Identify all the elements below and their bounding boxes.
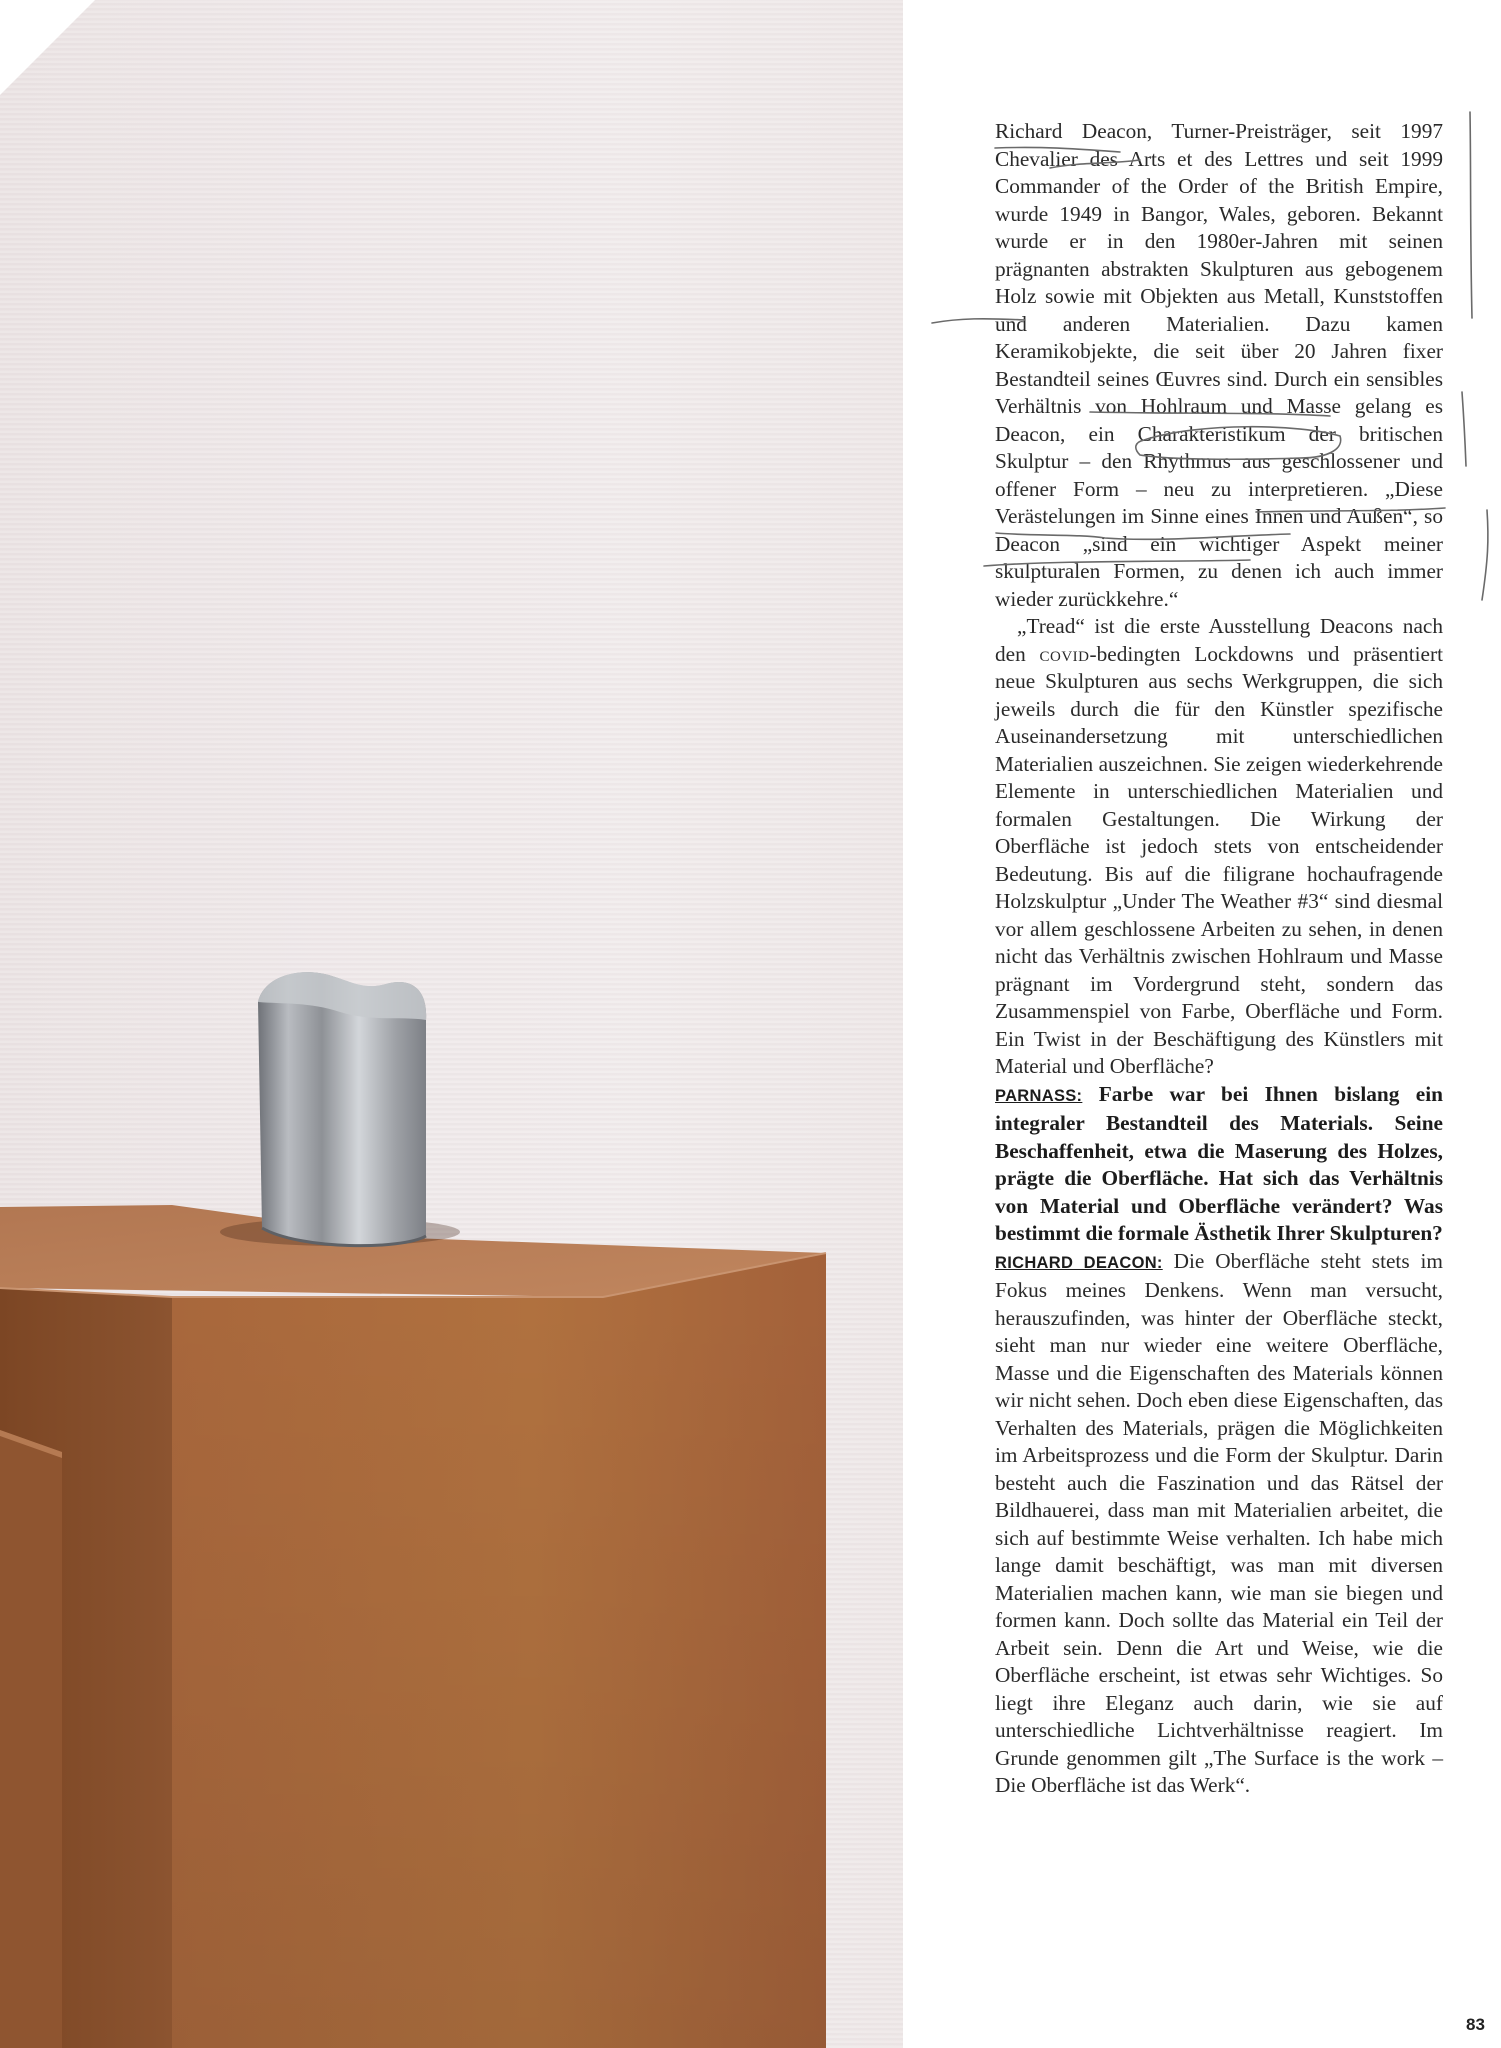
article-column [995,118,1443,1800]
interview-question [995,1081,1443,1248]
margin-bar-middle [1462,392,1466,466]
page-number: 83 [1466,2015,1485,2034]
speaker-richard-deacon: RICHARD DEACON: [995,1253,1163,1272]
interview-answer [995,1248,1443,1800]
paragraph-exhibition-text-b: -bedingten Lockdowns und präsentiert neue Skulpturen aus sechs Werkgruppen, die sich jeweils durch die für den Künstler spezifische Auseinandersetzung mit unterschiedlichen Materialien auszeichnen. Sie zeigen wiederkehrende Elemente in unterschiedlichen Materialien und formalen Gestaltungen. Die Wirkung der Oberfläche ist jedoch stets von entscheidender Bedeutung. Bis auf die filigrane hochaufragende Holzskulptur „Under The Weather #3“ sind diesmal vor allem geschlossene Arbeiten zu sehen, in denen nicht das Verhältnis zwischen Hohlraum und Masse prägnant im Vordergrund steht, sondern das Zusammenspiel von Farbe, Oberfläche und Form. Ein Twist in der Beschäftigung des Künstlers mit Material und Oberfläche? [995,641,1443,1078]
covid-smallcaps: covid [1039,641,1090,666]
answer-text: Die Oberfläche steht stets im Fokus meines Denkens. Wenn man versucht, herauszufinden, was hinter der Oberfläche steckt, sieht man nur wieder eine weitere Oberfläche, Masse und die Eigenschaften des Materials können wir nicht sehen. Doch eben diese Eigenschaften, das Verhalten des Materials, prägen die Möglichkeiten im Arbeitsprozess und die Form der Skulptur. Darin besteht auch die Faszination und das Rätsel der Bildhauerei, dass man mit Materialien arbeitet, die sich auf bestimmte Weise verhalten. Ich habe mich lange damit beschäftigt, was man mit diversen Materialien machen kann, wie man sie biegen und formen kann. Doch sollte das Material ein Teil der Arbeit sein. Denn die Art und Weise, wie die Oberfläche erscheint, ist etwas sehr Wichtiges. So liegt ihre Eleganz auch darin, wie sie auf unterschiedliche Lichtverhältnisse reagiert. Im Grunde genommen gilt „The Surface is the work – Die Oberfläche ist das Werk“. [995,1248,1443,1797]
paragraph-exhibition-text-a: ist die erste Ausstellung Deacons nach den [995,614,1443,666]
exhibition-title: „Tread“ [1017,614,1085,638]
margin-bar-lower [1482,510,1488,600]
question-text: Farbe war bei Ihnen bislang ein integraler Bestandteil des Materials. Seine Beschaffenheit, etwa die Maserung des Holzes, prägte die Oberfläche. Hat sich das Verhältnis von Material und Oberfläche verändert? Was bestimmt die formale Ästhetik Ihrer Skulpturen? [995,1081,1443,1245]
margin-bar-top [1470,112,1472,318]
foreground-pedestal [0,1430,62,2048]
paragraph-intro: Richard Deacon, Turner-Preisträger, seit 1997 Chevalier des Arts et des Lettres und seit 1999 Commander of the Order of the British Empire, wurde 1949 in Bangor, Wales, geboren. Bekannt wurde er in den 1980er-Jahren mit seinen prägnanten abstrakten Skulpturen aus gebogenem Holz sowie mit Objekten aus Metall, Kunststoffen und anderen Materialien. Dazu kamen Keramikobjekte, die seit über 20 Jahren fixer Bestandteil seines Œuvres sind. Durch ein sensibles Verhältnis von Hohlraum und Masse gelang es Deacon, ein Charakteristikum der britischen Skulptur – den Rhythmus aus geschlossener und offener Form – neu zu interpretieren. „Diese Verästelungen im Sinne eines Innen und Außen“, so Deacon „sind ein wichtiger Aspekt meiner skulpturalen Formen, zu denen ich auch immer wieder zurückkehre.“ [995,119,1443,611]
speaker-parnass: PARNASS: [995,1086,1083,1105]
paragraph-exhibition [995,613,1443,1081]
